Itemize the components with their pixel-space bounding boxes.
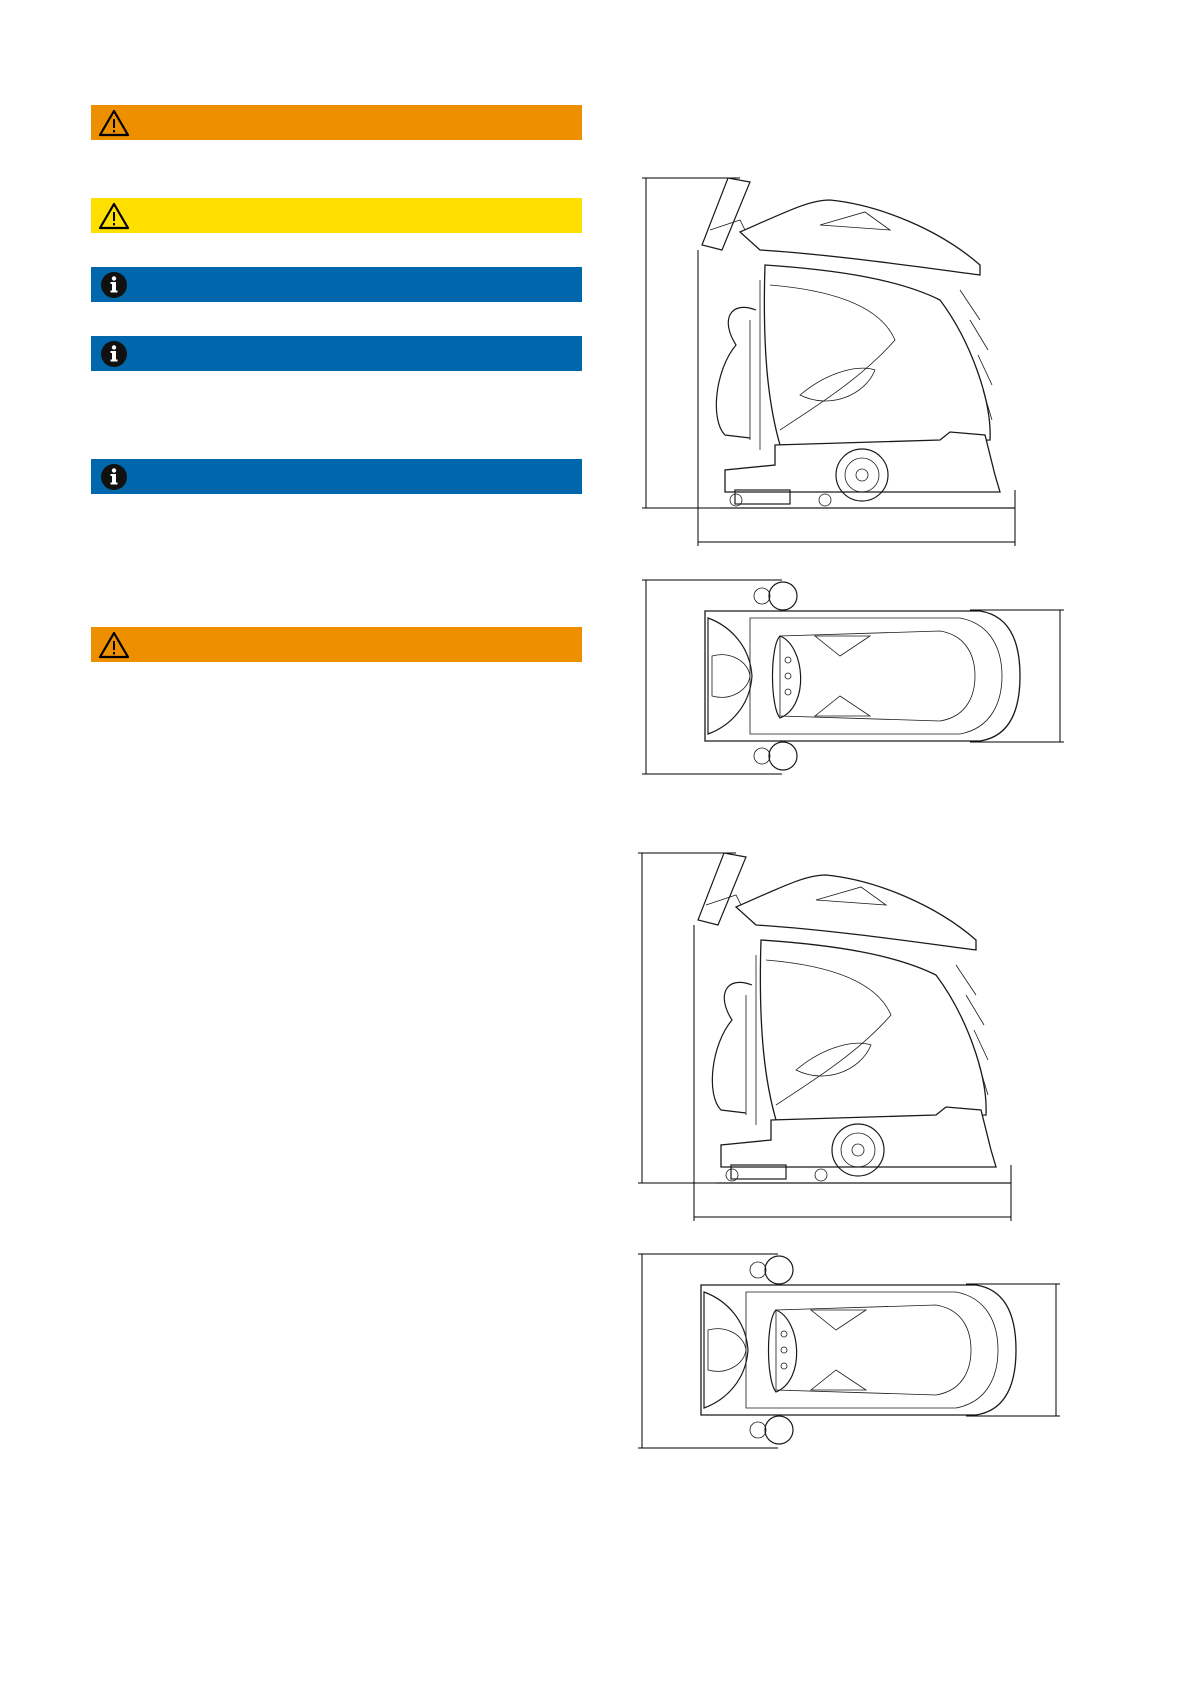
scrubber-top-view-drawing xyxy=(640,576,1070,776)
warning-triangle-icon xyxy=(97,108,131,138)
warning-triangle-icon xyxy=(97,201,131,231)
warning-bar xyxy=(91,627,582,662)
scrubber-side-view-drawing xyxy=(636,845,1016,1225)
caution-bar xyxy=(91,198,582,233)
scrubber-side-view-drawing xyxy=(640,170,1020,550)
warning-triangle-icon xyxy=(97,630,131,660)
info-circle-icon xyxy=(97,462,131,492)
info-bar xyxy=(91,459,582,494)
info-circle-icon xyxy=(97,339,131,369)
info-bar xyxy=(91,336,582,371)
warning-bar xyxy=(91,105,582,140)
info-circle-icon xyxy=(97,270,131,300)
info-bar xyxy=(91,267,582,302)
scrubber-top-view-drawing xyxy=(636,1250,1066,1450)
